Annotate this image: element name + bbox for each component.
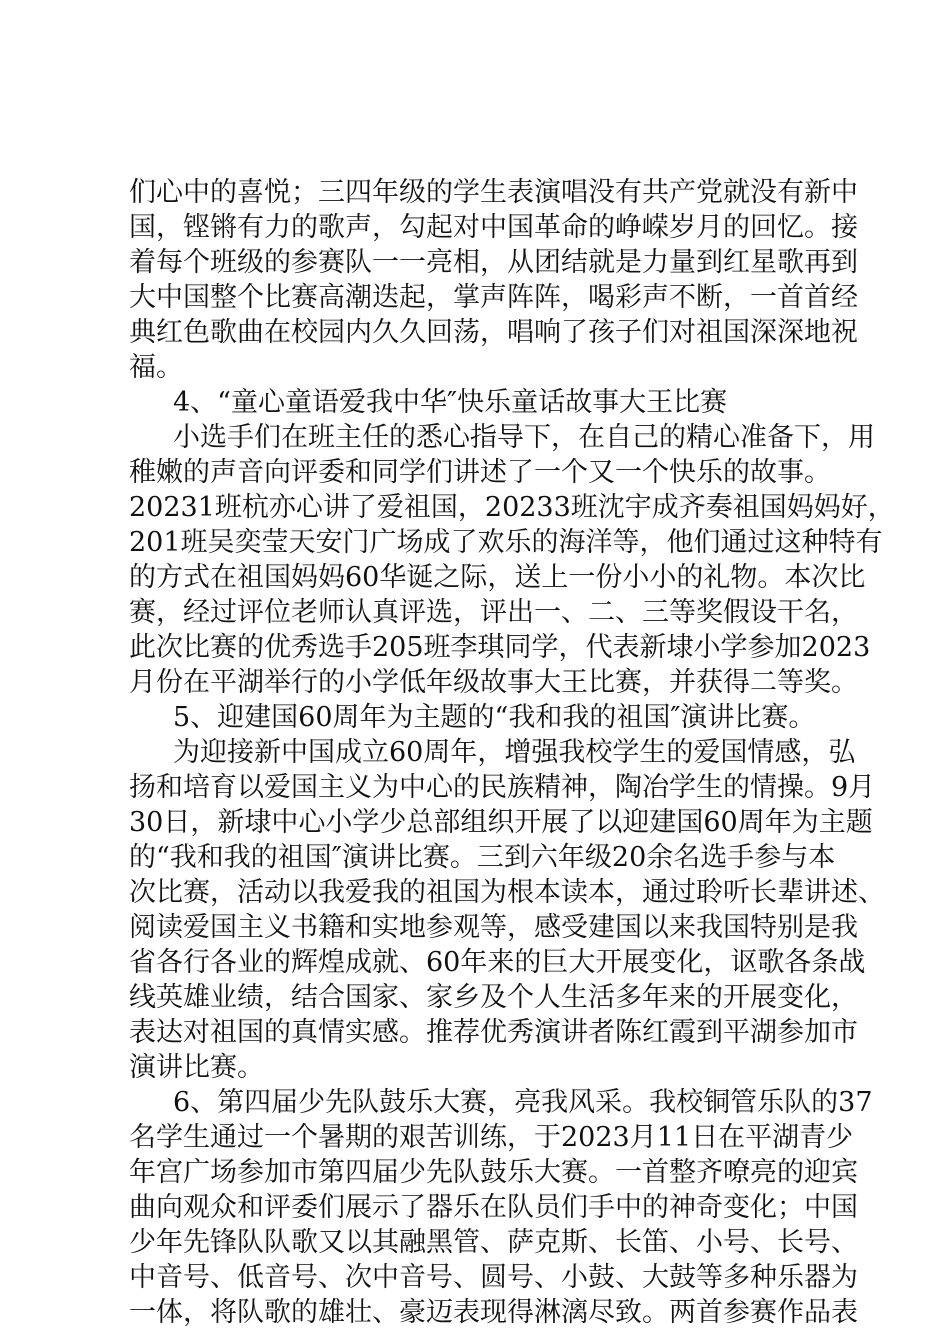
text-line: 为迎接新中国成立60周年，增强我校学生的爱国情感，弘 (173, 737, 856, 768)
text-line: 们心中的喜悦；三四年级的学生表演唱没有共产党就没有新中 (129, 177, 858, 208)
text-line: 国，铿锵有力的歌声，勾起对中国革命的峥嵘岁月的回忆。接 (129, 212, 858, 243)
text-line: 一体，将队歌的雄壮、豪迈表现得淋漓尽致。两首参赛作品表 (129, 1297, 858, 1328)
text-line: 着每个班级的参赛队一一亮相，从团结就是力量到红星歌再到 (129, 247, 858, 278)
text-line: 大中国整个比赛高潮迭起，掌声阵阵，喝彩声不断，一首首经 (129, 282, 858, 313)
text-line: 此次比赛的优秀选手205班李琪同学，代表新埭小学参加2023 (129, 632, 871, 663)
text-line: 的方式在祖国妈妈60华诞之际，送上一份小小的礼物。本次比 (129, 562, 866, 593)
text-line: 赛，经过评位老师认真评选，评出一、二、三等奖假设干名， (129, 597, 858, 628)
text-line: 扬和培育以爱国主义为中心的民族精神，陶冶学生的情操。9月 (129, 772, 876, 803)
text-line: 线英雄业绩，结合国家、家乡及个人生活多年来的开展变化， (129, 982, 858, 1013)
text-line: 小选手们在班主任的悉心指导下，在自己的精心准备下，用 (173, 422, 875, 453)
text-line: 年宫广场参加市第四届少先队鼓乐大赛。一首整齐嘹亮的迎宾 (129, 1157, 858, 1188)
text-line: 20231班杭亦心讲了爱祖国，20233班沈宇成齐奏祖国妈妈好， (129, 492, 895, 523)
text-line: 省各行各业的辉煌成就、60年来的巨大开展变化，讴歌各条战 (129, 947, 866, 978)
text-line: 曲向观众和评委们展示了器乐在队员们手中的神奇变化；中国 (129, 1192, 858, 1223)
text-line: 次比赛，活动以我爱我的祖国为根本读本，通过聆听长辈讲述、 (129, 877, 885, 908)
text-line: 名学生通过一个暑期的艰苦训练，于2023月11日在平湖青少 (129, 1122, 854, 1153)
text-line: 稚嫩的声音向评委和同学们讲述了一个又一个快乐的故事。 (129, 457, 831, 488)
text-line: 福。 (129, 352, 183, 383)
text-line: 30日，新埭中心小学少总部组织开展了以迎建国60周年为主题 (129, 807, 873, 838)
section-heading: 4、“童心童语爱我中华″快乐童话故事大王比赛 (173, 387, 728, 418)
section-heading: 6、第四届少先队鼓乐大赛，亮我风采。我校铜管乐队的37 (173, 1087, 873, 1118)
text-line: 月份在平湖举行的小学低年级故事大王比赛，并获得二等奖。 (129, 667, 858, 698)
text-line: 演讲比赛。 (129, 1052, 264, 1083)
text-line: 典红色歌曲在校园内久久回荡，唱响了孩子们对祖国深深地祝 (129, 317, 858, 348)
text-line: 少年先锋队队歌又以其融黑管、萨克斯、长笛、小号、长号、 (129, 1227, 858, 1258)
section-heading: 5、迎建国60周年为主题的“我和我的祖国″演讲比赛。 (173, 702, 816, 733)
text-line: 的“我和我的祖国″演讲比赛。三到六年级20余名选手参与本 (129, 842, 836, 873)
text-line: 中音号、低音号、次中音号、圆号、小鼓、大鼓等多种乐器为 (129, 1262, 858, 1293)
text-line: 阅读爱国主义书籍和实地参观等，感受建国以来我国特别是我 (129, 912, 858, 943)
text-line: 表达对祖国的真情实感。推荐优秀演讲者陈红霞到平湖参加市 (129, 1017, 858, 1048)
text-line: 201班吴奕莹天安门广场成了欢乐的海洋等，他们通过这种特有 (129, 527, 883, 558)
